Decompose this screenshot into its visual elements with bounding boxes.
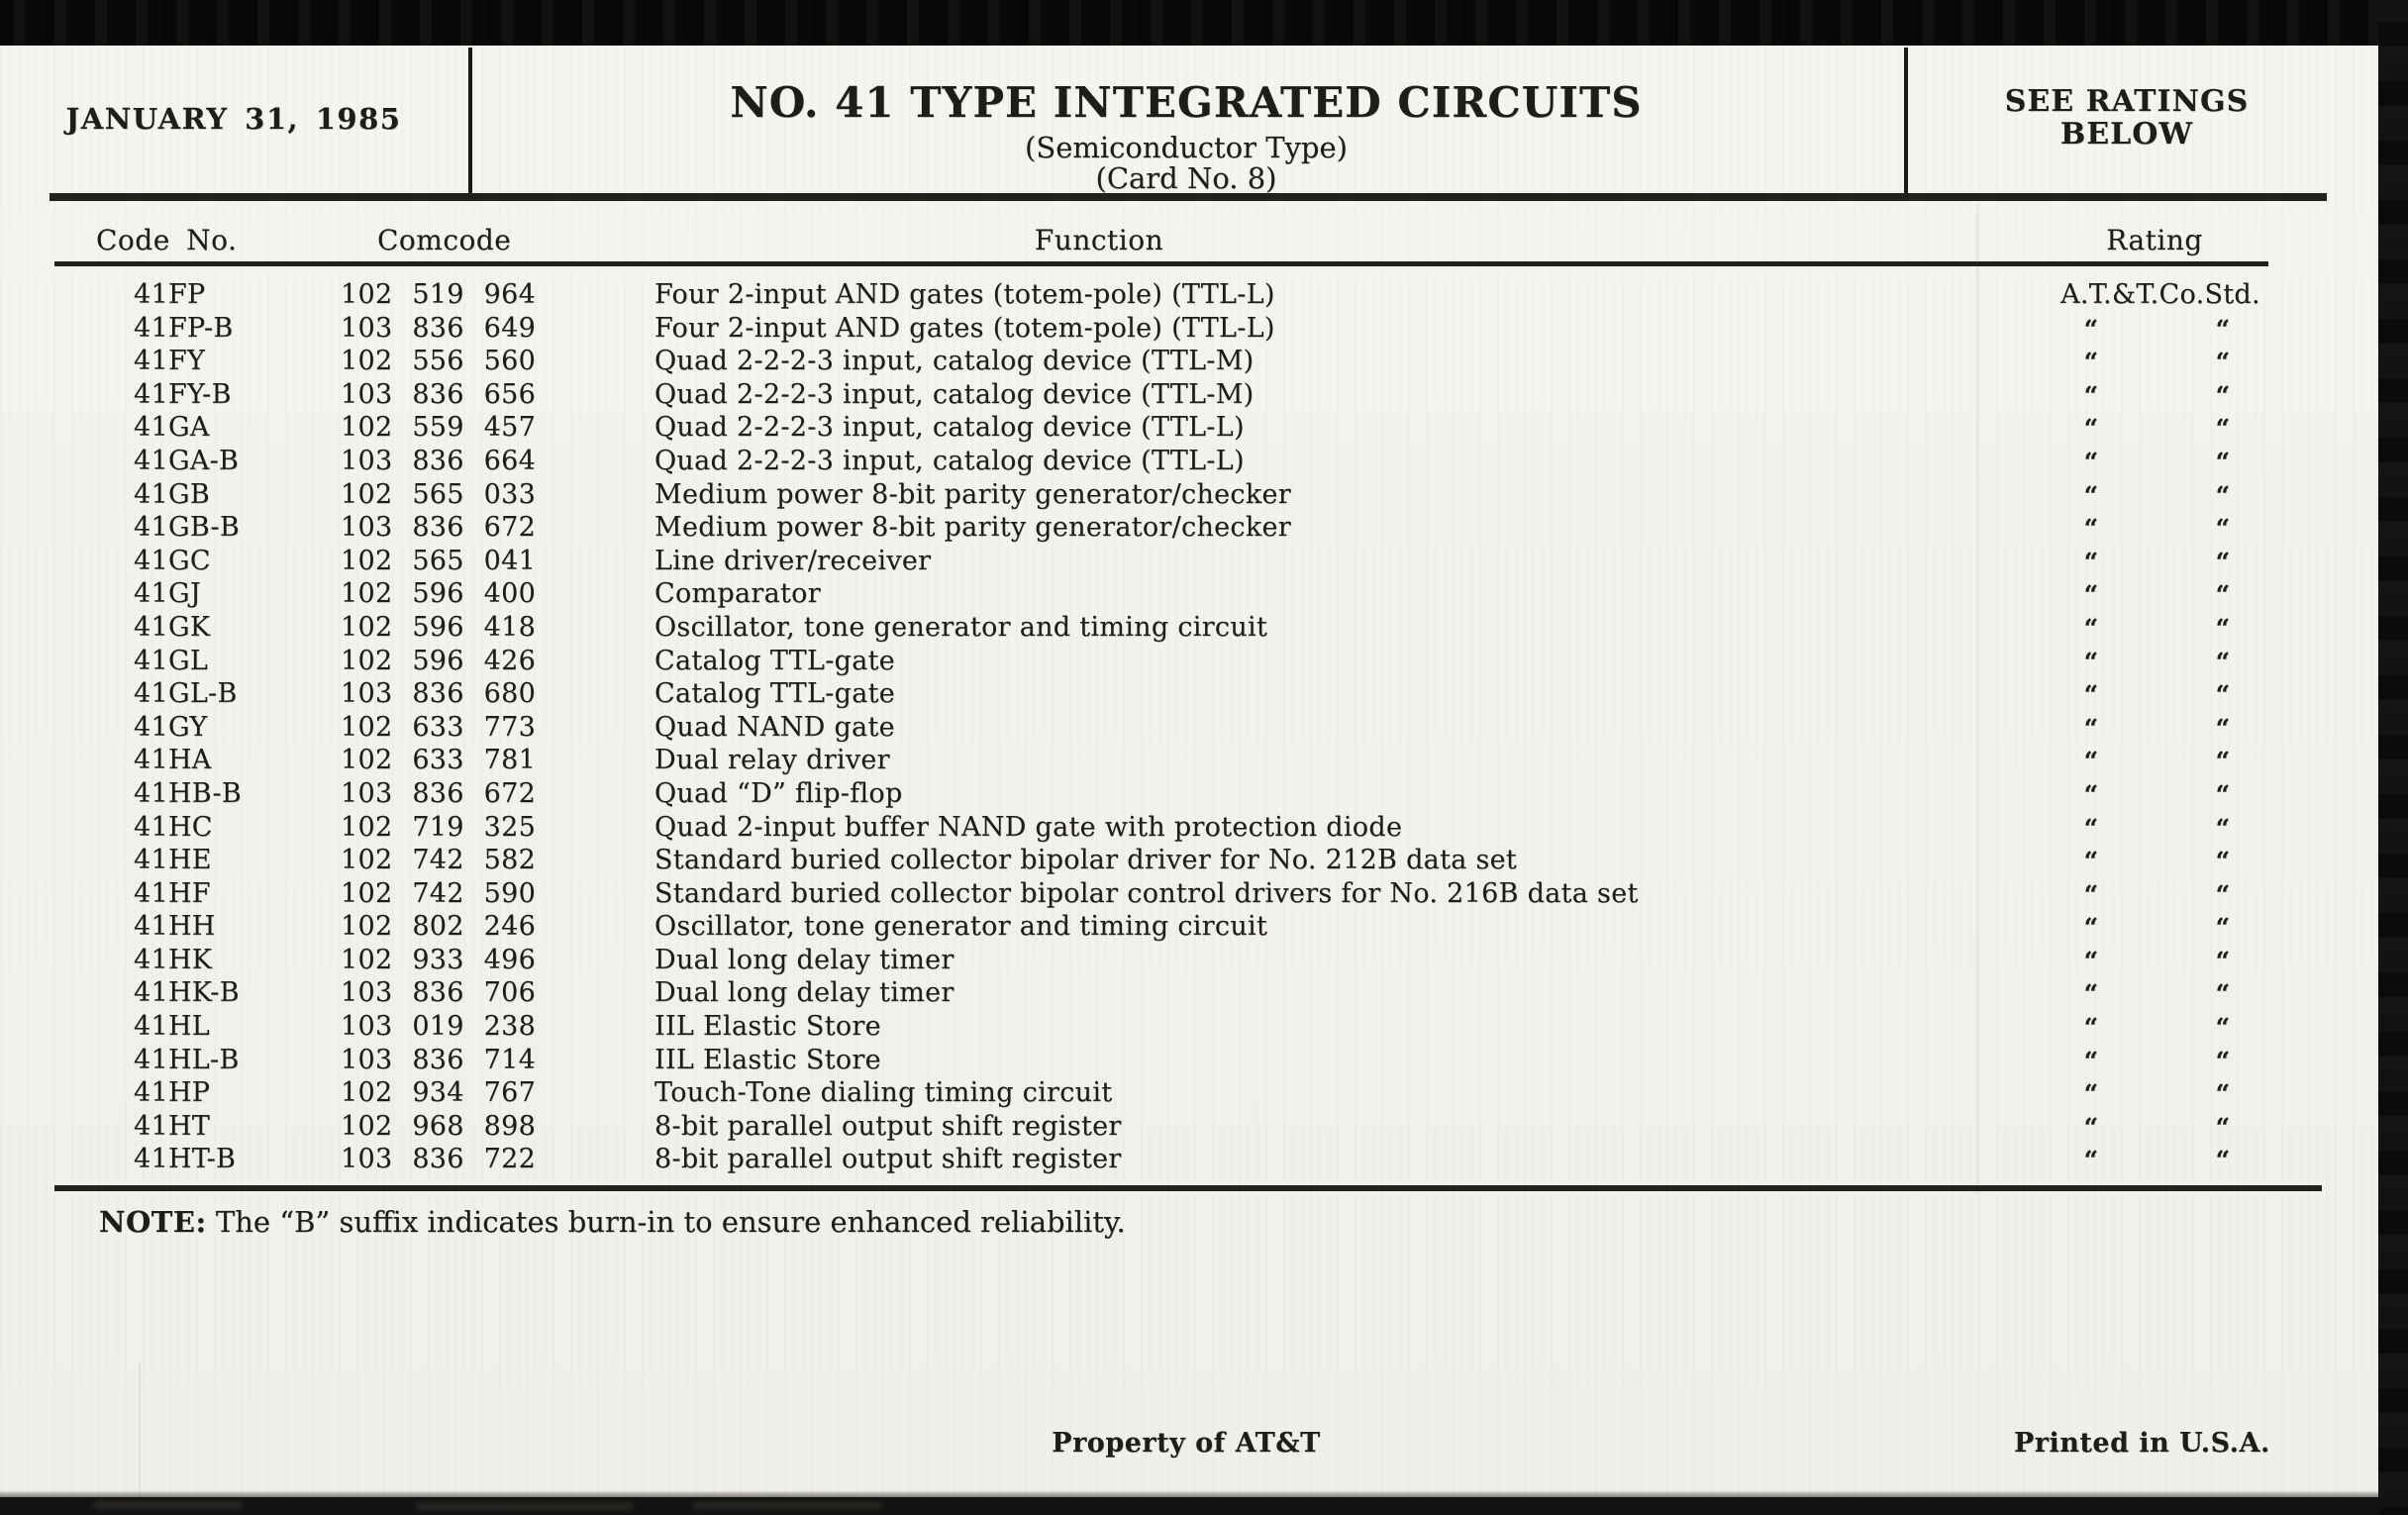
rating-ditto-mark: “	[2215, 447, 2231, 476]
table-row	[0, 646, 2380, 679]
rating-ditto-mark: “	[2083, 879, 2099, 909]
code-no-cell: 41GL-B	[134, 678, 238, 710]
rating-ditto-mark: “	[2215, 480, 2231, 510]
table-row	[0, 512, 2380, 546]
code-no-cell: 41HP	[134, 1077, 211, 1109]
page-title: NO. 41 TYPE INTEGRATED CIRCUITS	[730, 78, 1643, 127]
ratings-notice-line1: SEE RATINGS	[2004, 84, 2250, 119]
rating-ditto-mark: “	[2083, 348, 2099, 377]
function-cell: Oscillator, tone generator and timing circuit	[654, 911, 1268, 943]
code-no-cell: 41HE	[134, 845, 212, 876]
table-row	[0, 712, 2380, 746]
table-row	[0, 1144, 2380, 1177]
rating-ditto-mark: “	[2083, 447, 2099, 476]
rating-ditto-mark: “	[2083, 946, 2099, 975]
comcode-cell: 103 836 656	[341, 378, 537, 410]
rating-ditto-mark: “	[2215, 314, 2231, 344]
table-row	[0, 678, 2380, 712]
table-row	[0, 546, 2380, 579]
code-no-cell: 41GB	[134, 478, 210, 510]
comcode-cell: 102 633 781	[341, 745, 537, 776]
table-rows	[0, 279, 2380, 1177]
page-subtitle-type: (Semiconductor Type)	[1025, 131, 1348, 164]
function-cell: Quad 2-2-2-3 input, catalog device (TTL-M)	[654, 346, 1254, 377]
comcode-cell: 103 836 672	[341, 777, 537, 809]
rating-ditto-mark: “	[2083, 913, 2099, 943]
divider-title-ratings	[1904, 48, 1908, 198]
rating-ditto-mark: “	[2083, 480, 2099, 510]
rating-ditto-mark: “	[2215, 779, 2231, 809]
code-no-cell: 41FY	[134, 346, 206, 377]
rating-ditto-mark: “	[2215, 1112, 2231, 1142]
comcode-cell: 102 719 325	[341, 811, 537, 843]
comcode-cell: 102 519 964	[341, 279, 537, 310]
comcode-cell: 102 596 418	[341, 611, 537, 643]
code-no-cell: 41FP	[134, 279, 206, 310]
footer-printed-label: Printed in U.S.A.	[2014, 1428, 2270, 1459]
function-cell: Quad 2-input buffer NAND gate with protection diode	[654, 811, 1403, 843]
comcode-cell: 103 836 706	[341, 977, 537, 1009]
function-cell: Standard buried collector bipolar control drivers for No. 216B data set	[654, 877, 1639, 909]
rating-ditto-mark: “	[2215, 348, 2231, 377]
rating-ditto-mark: “	[2215, 1046, 2231, 1075]
code-no-cell: 41HH	[134, 911, 216, 943]
rating-ditto-mark: “	[2215, 547, 2231, 576]
ratings-notice-line2: BELOW	[2059, 117, 2194, 152]
rating-ditto-mark: “	[2215, 514, 2231, 544]
rating-ditto-mark: “	[2083, 314, 2099, 344]
rating-ditto-mark: “	[2215, 879, 2231, 909]
comcode-cell: 102 596 426	[341, 645, 537, 676]
comcode-cell: 103 019 238	[341, 1011, 537, 1043]
rating-ditto-mark: “	[2215, 680, 2231, 710]
comcode-cell: 102 596 400	[341, 578, 537, 610]
rating-ditto-mark: “	[2083, 1013, 2099, 1043]
code-no-cell: 41HT	[134, 1110, 211, 1142]
rating-ditto-mark: “	[2083, 813, 2099, 843]
table-row	[0, 878, 2380, 912]
code-no-cell: 41GY	[134, 711, 208, 743]
page-subtitle-card: (Card No. 8)	[1095, 161, 1277, 195]
comcode-cell: 102 742 590	[341, 877, 537, 909]
rating-ditto-mark: “	[2083, 647, 2099, 676]
column-header-rating: Rating	[2106, 224, 2203, 256]
scan-crease	[1976, 204, 1978, 1194]
table-row	[0, 612, 2380, 646]
comcode-cell: 102 559 457	[341, 412, 537, 444]
rating-ditto-mark: “	[2215, 1079, 2231, 1109]
rating-ditto-mark: “	[2083, 414, 2099, 444]
rating-ditto-mark: “	[2215, 380, 2231, 410]
scan-right-bar	[2378, 0, 2408, 1515]
comcode-cell: 103 836 672	[341, 512, 537, 544]
comcode-cell: 102 802 246	[341, 911, 537, 943]
code-no-cell: 41HT-B	[134, 1144, 237, 1175]
rating-ditto-mark: “	[2215, 580, 2231, 610]
footer-property-label: Property of AT&T	[1052, 1428, 1321, 1459]
rating-ditto-mark: “	[2215, 1146, 2231, 1175]
table-row	[0, 911, 2380, 945]
table-row	[0, 313, 2380, 347]
column-header-function: Function	[1034, 224, 1164, 256]
column-header-code-no: Code No.	[96, 224, 238, 256]
function-cell: IIL Elastic Store	[654, 1011, 881, 1043]
table-row	[0, 1077, 2380, 1111]
rating-ditto-mark: “	[2215, 813, 2231, 843]
rating-ditto-mark: “	[2083, 380, 2099, 410]
code-no-cell: 41GK	[134, 611, 211, 643]
rating-ditto-mark: “	[2215, 613, 2231, 643]
code-no-cell: 41GA-B	[134, 445, 240, 476]
function-cell: Medium power 8-bit parity generator/checker	[654, 512, 1291, 544]
rating-ditto-mark: “	[2215, 647, 2231, 676]
function-cell: Dual long delay timer	[654, 977, 954, 1009]
column-header-rule	[54, 261, 2268, 266]
rating-ditto-mark: “	[2083, 1112, 2099, 1142]
comcode-cell: 102 565 041	[341, 545, 537, 576]
note-line	[99, 1205, 1126, 1239]
table-bottom-rule	[54, 1185, 2322, 1191]
table-row	[0, 446, 2380, 479]
rating-ditto-mark: “	[2083, 779, 2099, 809]
column-header-comcode: Comcode	[377, 224, 512, 256]
code-no-cell: 41HL-B	[134, 1044, 240, 1075]
table-row	[0, 845, 2380, 878]
comcode-cell: 102 742 582	[341, 845, 537, 876]
table-row	[0, 945, 2380, 978]
rating-ditto-mark: “	[2083, 580, 2099, 610]
scan-top-bar	[0, 0, 2408, 46]
code-no-cell: 41FY-B	[134, 378, 232, 410]
table-row	[0, 279, 2380, 313]
function-cell: Four 2-input AND gates (totem-pole) (TTL-L)	[654, 312, 1275, 344]
comcode-cell: 103 836 722	[341, 1144, 537, 1175]
rating-ditto-mark: “	[2215, 713, 2231, 743]
comcode-cell: 102 968 898	[341, 1110, 537, 1142]
rating-ditto-mark: “	[2083, 847, 2099, 876]
code-no-cell: 41GC	[134, 545, 211, 576]
scan-smudge	[94, 1501, 243, 1509]
table-row	[0, 778, 2380, 812]
code-no-cell: 41GL	[134, 645, 209, 676]
comcode-cell: 103 836 680	[341, 678, 537, 710]
function-cell: Quad 2-2-2-3 input, catalog device (TTL-L)	[654, 412, 1245, 444]
code-no-cell: 41HK-B	[134, 977, 240, 1009]
function-cell: Quad “D” flip-flop	[654, 777, 903, 809]
function-cell: Oscillator, tone generator and timing circuit	[654, 611, 1268, 643]
rating-ditto-mark: “	[2215, 847, 2231, 876]
function-cell: Touch-Tone dialing timing circuit	[654, 1077, 1113, 1109]
code-no-cell: 41HF	[134, 877, 211, 909]
note-label: NOTE:	[99, 1205, 207, 1239]
table-row	[0, 812, 2380, 846]
comcode-cell: 102 934 767	[341, 1077, 537, 1109]
function-cell: IIL Elastic Store	[654, 1044, 881, 1075]
comcode-cell: 102 933 496	[341, 944, 537, 975]
table-row	[0, 1111, 2380, 1145]
function-cell: 8-bit parallel output shift register	[654, 1110, 1122, 1142]
code-no-cell: 41FP-B	[134, 312, 234, 344]
table-row	[0, 578, 2380, 612]
scan-smudge	[416, 1503, 634, 1510]
code-no-cell: 41HA	[134, 745, 212, 776]
divider-date-title	[468, 48, 472, 198]
rating-ditto-mark: “	[2215, 747, 2231, 776]
code-no-cell: 41HB-B	[134, 777, 243, 809]
note-body: The “B” suffix indicates burn-in to ensure enhanced reliability.	[215, 1205, 1126, 1239]
rating-ditto-mark: “	[2083, 613, 2099, 643]
rating-ditto-mark: “	[2083, 747, 2099, 776]
function-cell: Four 2-input AND gates (totem-pole) (TTL-L)	[654, 279, 1275, 310]
table-row	[0, 346, 2380, 379]
scan-crease	[139, 1363, 141, 1497]
rating-ditto-mark: “	[2083, 680, 2099, 710]
rating-ditto-mark: “	[2083, 979, 2099, 1009]
rating-ditto-mark: “	[2215, 1013, 2231, 1043]
comcode-cell: 102 565 033	[341, 478, 537, 510]
table-row	[0, 1011, 2380, 1045]
function-cell: Catalog TTL-gate	[654, 645, 896, 676]
function-cell: Dual long delay timer	[654, 944, 954, 975]
function-cell: Catalog TTL-gate	[654, 678, 896, 710]
code-no-cell: 41HL	[134, 1011, 211, 1043]
function-cell: Quad 2-2-2-3 input, catalog device (TTL-L)	[654, 445, 1245, 476]
function-cell: Dual relay driver	[654, 745, 890, 776]
rating-ditto-mark: “	[2215, 946, 2231, 975]
rating-ditto-mark: “	[2215, 414, 2231, 444]
code-no-cell: 41GJ	[134, 578, 201, 610]
function-cell: Standard buried collector bipolar driver for No. 212B data set	[654, 845, 1518, 876]
scan-smudge	[693, 1502, 881, 1509]
function-cell: Medium power 8-bit parity generator/checker	[654, 478, 1291, 510]
rating-ditto-mark: “	[2083, 547, 2099, 576]
rating-ditto-mark: “	[2083, 1079, 2099, 1109]
comcode-cell: 103 836 649	[341, 312, 537, 344]
rating-ditto-mark: “	[2083, 1046, 2099, 1075]
function-cell: Line driver/receiver	[654, 545, 932, 576]
function-cell: 8-bit parallel output shift register	[654, 1144, 1122, 1175]
rating-ditto-mark: “	[2083, 713, 2099, 743]
comcode-cell: 103 836 714	[341, 1044, 537, 1075]
rating-ditto-mark: “	[2083, 1146, 2099, 1175]
code-no-cell: 41GB-B	[134, 512, 241, 544]
table-row	[0, 379, 2380, 413]
comcode-cell: 102 556 560	[341, 346, 537, 377]
rating-ditto-mark: “	[2215, 979, 2231, 1009]
function-cell: Quad NAND gate	[654, 711, 895, 743]
scan-bottom-bar	[0, 1491, 2380, 1515]
table-row	[0, 1045, 2380, 1078]
rating-ditto-mark: “	[2083, 514, 2099, 544]
function-cell: Quad 2-2-2-3 input, catalog device (TTL-M)	[654, 378, 1254, 410]
function-cell: Comparator	[654, 578, 821, 610]
code-no-cell: 41HC	[134, 811, 213, 843]
rating-ditto-mark: “	[2215, 913, 2231, 943]
table-row	[0, 479, 2380, 513]
code-no-cell: 41HK	[134, 944, 213, 975]
date-label: JANUARY 31, 1985	[65, 102, 402, 136]
comcode-cell: 102 633 773	[341, 711, 537, 743]
table-row	[0, 745, 2380, 778]
card-paper	[0, 46, 2380, 1497]
comcode-cell: 103 836 664	[341, 445, 537, 476]
table-row	[0, 977, 2380, 1011]
code-no-cell: 41GA	[134, 412, 210, 444]
rating-cell: A.T.&T.Co.Std.	[2060, 279, 2260, 310]
table-row	[0, 412, 2380, 446]
